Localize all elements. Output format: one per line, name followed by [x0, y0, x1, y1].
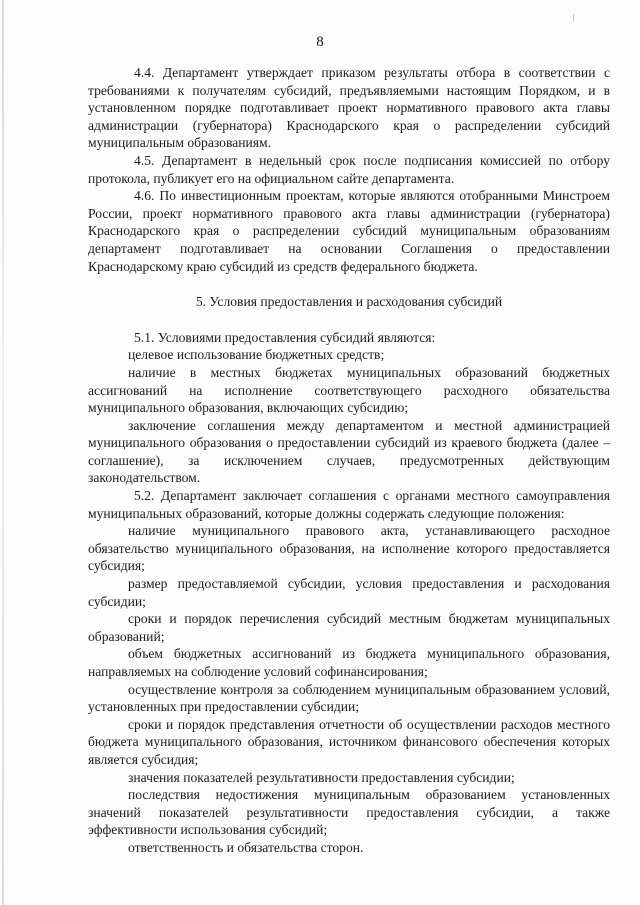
agreement-provision: объем бюджетных ассигнований из бюджета муниципального образования, направляемых на соблюдение условий софинансирования;: [88, 646, 610, 679]
section-title: 5. Условия предоставления и расходования субсидий: [195, 294, 503, 310]
agreement-provision: осуществление контроля за соблюдением муниципальным образованием условий, установленных при предоставлении субсидии;: [88, 681, 610, 715]
agreement-provision: ответственность и обязательства сторон.: [128, 839, 364, 855]
agreement-provision: наличие муниципального правового акта, устанавливающего расходное обязательство муниципального образования, на исполнение которого предоставляется субсидия;: [88, 523, 610, 574]
paragraph-4-4: 4.4. Департамент утверждает приказом результаты отбора в соответствии с требованиями к получателям субсидий, предъявляемыми настоящим Порядком, и в установленном порядке подготавливает проект нормативного правового акта главы администрации (губернатора) Краснодарского края о распределении субсидий муниципальным образованиям.: [88, 65, 610, 151]
agreement-provision: размер предоставляемой субсидии, условия предоставления и расходования субсидии;: [88, 576, 610, 609]
paragraph-4-5: 4.5. Департамент в недельный срок после подписания комиссией по отбору протокола, публикует его на официальном сайте департамента.: [88, 152, 610, 186]
paragraph-5-1: 5.1. Условиями предоставления субсидий являются:: [134, 329, 436, 345]
scan-top-mark: [573, 14, 574, 21]
condition-item: наличие в местных бюджетах муниципальных образований бюджетных ассигнований на исполнение соответствующего расходного обязательства муниципального образования, включающих субсидию;: [88, 364, 610, 416]
paragraph-4-6: 4.6. По инвестиционным проектам, которые являются отобранными Минстроем России, проект нормативного правового акта главы администрации (губернатора) Краснодарского края о распределении субсидий муниципальным образованиям департамент подготавливает на основании Соглашения о предоставлении Краснодарскому краю субсидий из средств федерального бюджета.: [88, 188, 610, 274]
agreement-provision: последствия недостижения муниципальным образованием установленных значений показателей результативности предоставления субсидии, а также эффективности использования субсидий;: [88, 787, 610, 838]
condition-item: целевое использование бюджетных средств;: [128, 347, 385, 363]
condition-item: заключение соглашения между департаментом и местной администрацией муниципального образования о предоставлении субсидий из краевого бюджета (далее – соглашение), за исключением случаев, предусмотренных действующим законодательством.: [88, 417, 610, 486]
agreement-provision: сроки и порядок представления отчетности об осуществлении расходов местного бюджета муниципального образования, источником финансового обеспечения которых является субсидия;: [88, 716, 610, 767]
scan-edge-mark: [2, 0, 4, 905]
document-body: [88, 64, 610, 857]
paragraph-5-2: 5.2. Департамент заключает соглашения с органами местного самоуправления муниципальных образований, которые должны содержать следующие положения:: [88, 488, 610, 521]
agreement-provision: сроки и порядок перечисления субсидий местным бюджетам муниципальных образований;: [88, 611, 610, 644]
agreement-provision: значения показателей результативности предоставления субсидии;: [128, 769, 515, 785]
page-number: 8: [316, 34, 324, 50]
